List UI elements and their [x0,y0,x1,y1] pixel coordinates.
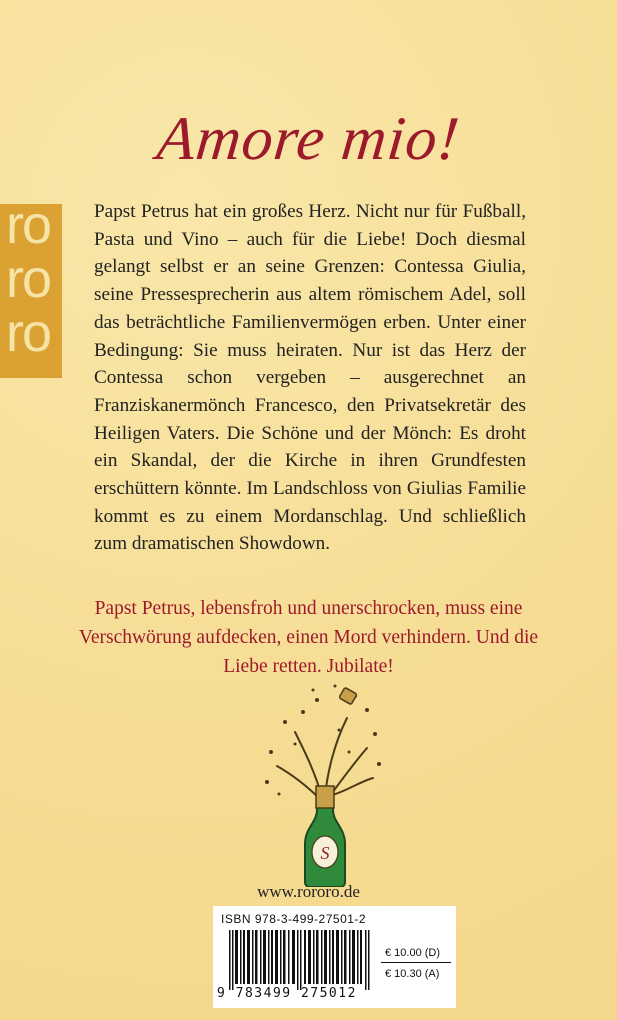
barcode-icon [229,930,371,990]
logo-text-2: ro [6,249,51,309]
logo-text-3: ro [6,303,51,363]
blurb-text: Papst Petrus hat ein großes Herz. Nicht nur für Fußball, Pasta und Vino – auch für die Liebe! Doch diesmal gelangt selbst er an seine Grenzen: Contessa Giulia, seine Pressesprecherin aus altem römischem Adel, soll das beträchtliche Familienvermögen erben. Unter einer Bedingung: Sie muss heiraten. Nur ist das Herz der Contessa schon vergeben – ausgerechnet an Franziskanermönch Francesco, den Privatsekretär des Heiligen Vaters. Die Schöne und der Mönch: Es droht ein Skandal, der die Kirche in ihren Grundfesten erschüttern könnte. Im Landschloss von Giulias Familie kommt es zu einem Mordanschlag. Und schließlich zum dramatischen Showdown. [94,201,526,555]
publisher-logo [0,204,62,378]
book-title: Amore mio! [153,105,464,173]
barcode-area [213,906,456,1008]
tagline-text: Papst Petrus, lebensfroh und unerschrocken, muss eine Verschwörung aufdecken, einen Mord verhindern. Und die Liebe retten. Jubilate! [78,598,539,677]
website-link[interactable]: www.rororo.de [257,882,360,901]
champagne-bottle-icon [255,682,385,887]
bottle-label-text: S [320,843,330,863]
price-austria: € 10.30 (A) [385,968,440,980]
price-divider [381,962,451,963]
barcode-digits: 9 783499 275012 [217,986,357,1001]
price-germany: € 10.00 (D) [385,947,441,959]
logo-text-1: ro [6,204,51,255]
isbn-number: ISBN 978-3-499-27501-2 [221,912,367,926]
